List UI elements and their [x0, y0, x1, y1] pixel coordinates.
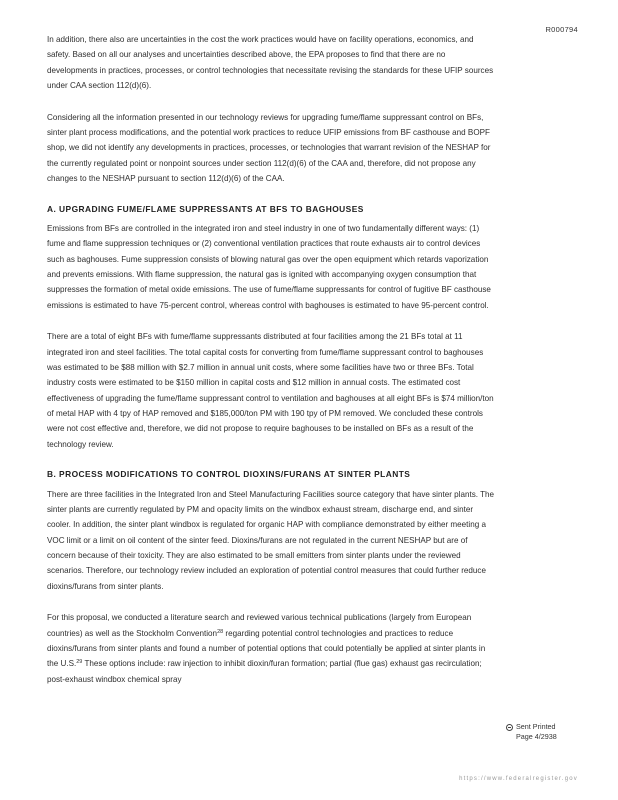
paragraph-sinter-plants: There are three facilities in the Integrated Iron and Steel Manufacturing Facilities source category that have sinter plants. The sinter plants are currently regulated by PM and opacity limits on the windbox exhaust stream, discharge end, and sinter cooler. In addition, the sinter plant windbox is regulated for organic HAP with compliance demonstrated by either meeting a VOC limit or a limit on oil content of the sinter feed. Dioxins/furans are not regulated in the current NESHAP but are of concern because of their toxicity. They are also estimated to be small emitters from sinter plants under the reviewed scenarios. Therefore, our technology review included an exploration of potential control measures that could further reduce dioxins/furans from sinter plants.: [47, 489, 495, 591]
stamp-label: Sent Printed: [516, 722, 556, 731]
footer-url: https://www.federalregister.gov: [459, 776, 578, 782]
stamp-row: [506, 722, 557, 732]
section-heading-b: B. PROCESS MODIFICATIONS TO CONTROL DIOXINS/FURANS AT SINTER PLANTS: [47, 469, 411, 480]
paragraph-literature-search: [47, 610, 495, 686]
document-body: [47, 32, 495, 703]
print-stamp: [506, 722, 557, 742]
text-fragment: These options include: raw injection to inhibit dioxin/furan formation; partial (flue gas) exhaust gas recirculation; post-exhaust windbox chemical spray: [47, 659, 482, 684]
footnote-ref: 28: [217, 628, 224, 635]
document-id: R000794: [545, 25, 578, 34]
text-fragment: regarding potential control technologies and practices to reduce dioxins/furans from sinter plants and found a number of potential options that could potentially be applied at sinter plants in the U.S.: [47, 628, 486, 669]
paragraph-intro: In addition, there also are uncertainties in the cost the work practices would have on facility operations, economics, and safety. Based on all our analyses and uncertainties described above, the EPA proposes to find that there are no developments in practices, processes, or control technologies that necessitate revising the standards for these UFIP sources under CAA section 112(d)(6).: [47, 35, 494, 90]
paragraph-bf-costs: There are a total of eight BFs with fume/flame suppressants distributed at four facilities among the 21 BFs total at 11 integrated iron and steel facilities. The total capital costs for converting from fume/flame suppressant control to baghouses was estimated to be $88 million with $2.7 million in annual unit costs, where some facilities have two or three BFs. Total industry costs were estimated to be $150 million in capital costs and $12 million in annual costs. The estimated cost effectiveness of upgrading the fume/flame suppressant control to ventilation and baghouses at all eight BFs is $74 million/ton of metal HAP with 4 tpy of HAP removed and $185,000/ton PM with 190 tpy of PM removed. We concluded these controls were not cost effective and, therefore, we did not propose to require baghouses to be installed on BFs as a result of the technology review.: [47, 332, 494, 449]
clock-icon: [506, 724, 513, 731]
section-heading-a: A. UPGRADING FUME/FLAME SUPPRESSANTS AT BFS TO BAGHOUSES: [47, 203, 364, 214]
text-fragment: For this proposal, we conducted a literature search and reviewed various technical publications (largely from European countries) as well as the Stockholm Convention: [47, 613, 472, 638]
paragraph-bf-emission-controls: Emissions from BFs are controlled in the integrated iron and steel industry in one of two fundamentally different ways: (1) fume and flame suppression techniques or (2) conventional ventilation practices that route exhausts air to control devices such as baghouses. Fume suppression consists of blowing natural gas over the open equipment which retards vaporization and prevents emissions. With flame suppression, the natural gas is ignited with accompanying oxygen consumption that suppresses the formation of metal oxide emissions. The use of fume/flame suppressants for control of fugitive BF casthouse emissions is estimated to have 75-percent control, whereas control with baghouses is estimated to have 95-percent control.: [47, 224, 491, 310]
footnote-ref: 29: [76, 659, 83, 666]
paragraph-technology-review-summary: Considering all the information presented in our technology reviews for upgrading fume/flame suppressant control on BFs, sinter plant process modifications, and the potential work practices to reduce UFIP emissions from BF casthouse and BOPF shop, we did not identify any developments in practices, processes, or technologies that warrant revision of the NESHAP for the currently regulated point or nonpoint sources under section 112(d)(6) of the CAA and, therefore, did not propose any changes to the NESHAP pursuant to section 112(d)(6) of the CAA.: [47, 112, 491, 183]
page-number: Page 4/2938: [516, 732, 557, 741]
